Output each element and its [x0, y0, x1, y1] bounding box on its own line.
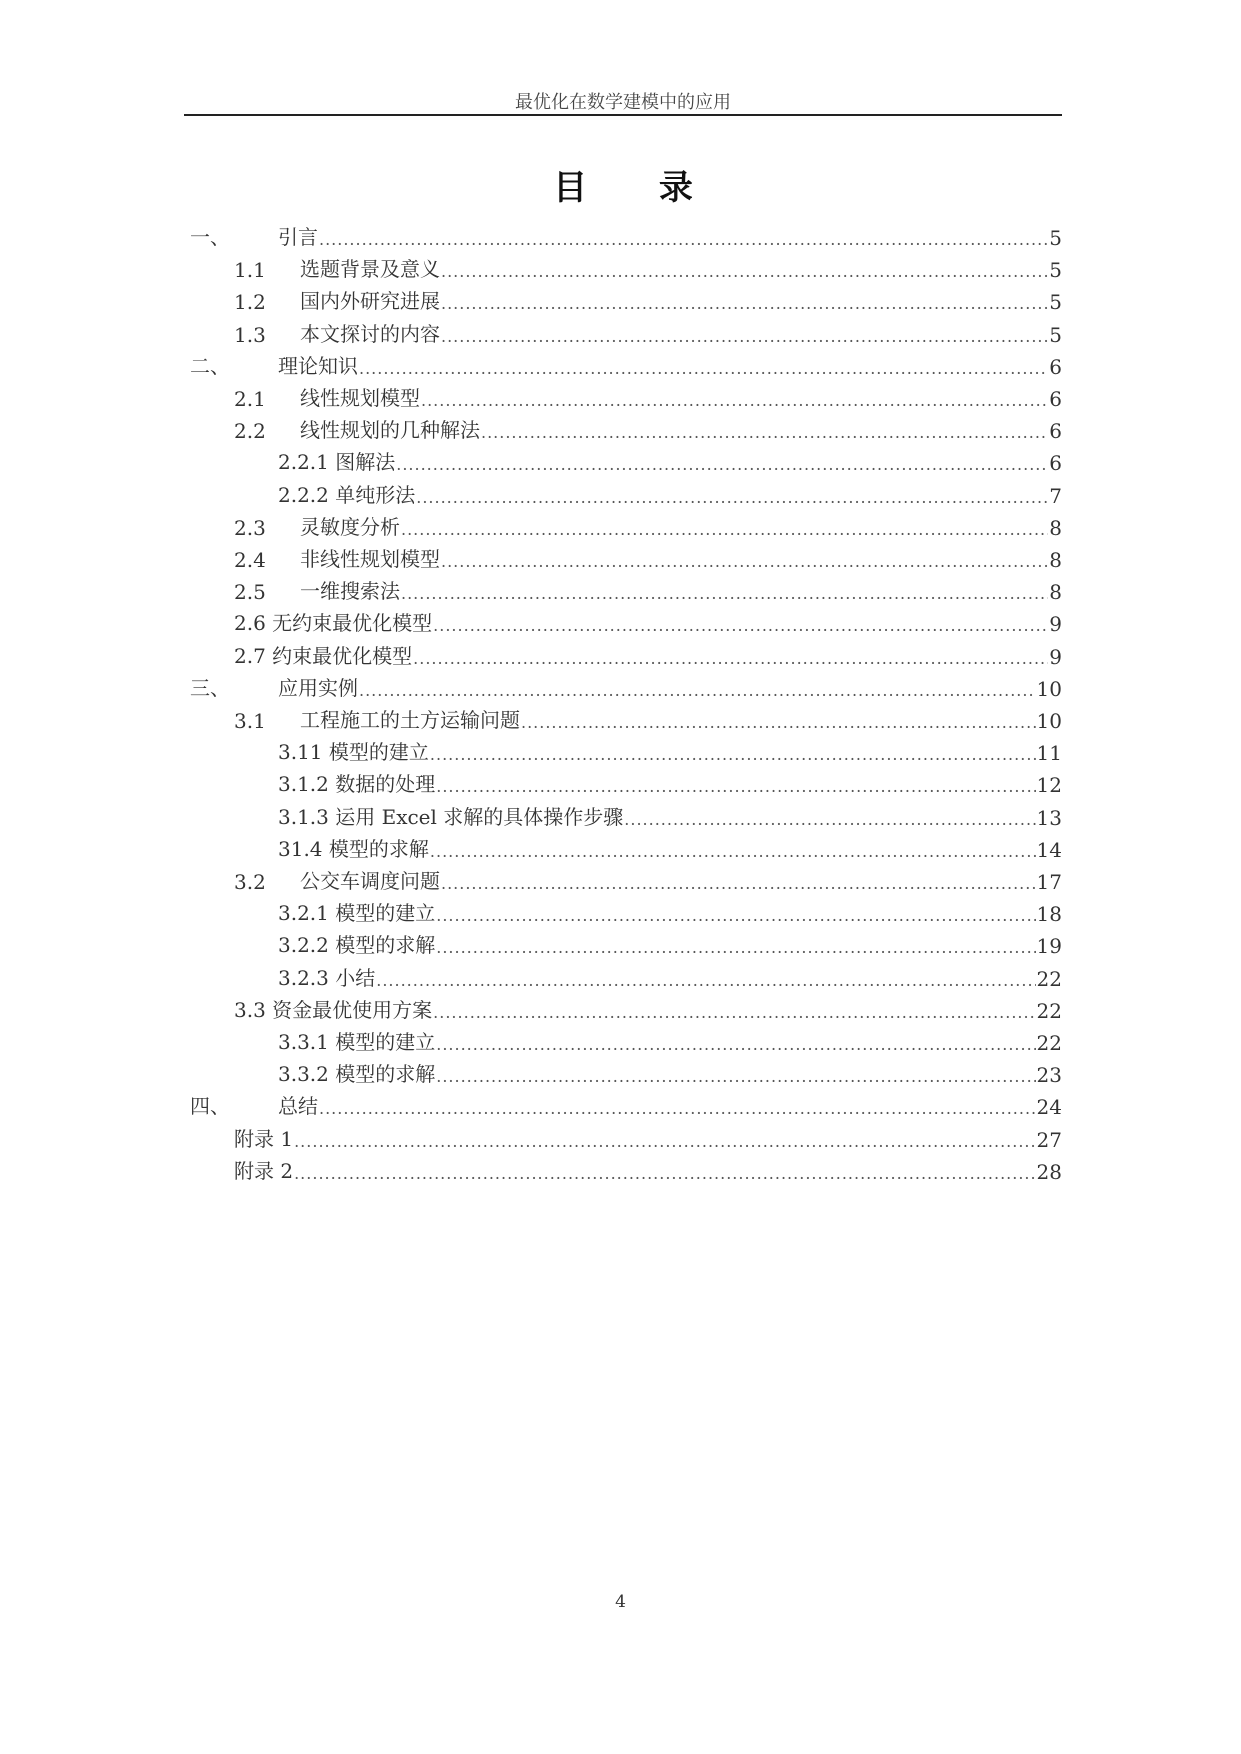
toc-entry-number: 3.2: [234, 870, 266, 894]
toc-entry[interactable]: [234, 379, 1062, 411]
toc-entry-label: 3.3 资金最优使用方案: [234, 997, 433, 1022]
toc-dot-leader: [436, 938, 1035, 958]
toc-entry-number: 2.1: [234, 387, 266, 411]
toc-dot-leader: [433, 1003, 1035, 1023]
toc-entry[interactable]: [234, 508, 1062, 540]
running-header: 最优化在数学建模中的应用: [515, 92, 731, 113]
toc-entry-label: 2.2.2 单纯形法: [278, 482, 416, 507]
toc-entry[interactable]: [278, 443, 1062, 475]
toc-dot-leader: [359, 359, 1048, 379]
toc-entry-number: 1.2: [234, 290, 266, 315]
toc-entry[interactable]: [234, 540, 1062, 572]
toc-entry[interactable]: [234, 862, 1062, 894]
toc-entry[interactable]: [278, 733, 1062, 765]
toc-dot-leader: [294, 1132, 1035, 1152]
toc-dot-leader: [430, 745, 1036, 765]
toc-entry-label: 2.6 无约束最优化模型: [234, 611, 433, 636]
toc-entry-number: 1.1: [234, 258, 266, 283]
toc-dot-leader: [376, 971, 1035, 991]
toc-entry-label: 附录 1: [234, 1126, 294, 1151]
page-number: 4: [615, 1592, 626, 1612]
toc-dot-leader: [441, 552, 1048, 572]
toc-dot-leader: [319, 230, 1048, 250]
toc-entry[interactable]: [190, 218, 1062, 250]
toc-entry-page: 6: [1049, 354, 1062, 379]
toc-dot-leader: [396, 455, 1048, 475]
toc-entry[interactable]: [190, 669, 1062, 701]
toc-entry-number: 四、: [190, 1094, 230, 1119]
toc-entry[interactable]: [190, 347, 1062, 379]
toc-dot-leader: [624, 810, 1035, 830]
toc-entry[interactable]: [278, 959, 1062, 991]
toc-entry-page: 12: [1036, 773, 1062, 798]
toc-entry-label: 本文探讨的内容: [300, 321, 440, 346]
toc-dot-leader: [416, 488, 1048, 508]
toc-entry-label: 线性规划的几种解法: [300, 418, 480, 443]
toc-entry-label: 选题背景及意义: [300, 257, 440, 282]
toc-entry-page: 5: [1049, 226, 1062, 250]
toc-entry-label: 3.2.3 小结: [278, 965, 376, 990]
toc-dot-leader: [441, 327, 1048, 347]
toc-entry[interactable]: [278, 894, 1062, 926]
toc-dot-leader: [441, 874, 1036, 894]
toc-entry[interactable]: [278, 798, 1062, 830]
toc-dot-leader: [481, 423, 1048, 443]
toc-entry-number: 2.3: [234, 515, 266, 540]
toc-entry-label: 工程施工的土方运输问题: [300, 708, 520, 732]
toc-dot-leader: [294, 1164, 1035, 1184]
toc-entry[interactable]: [234, 637, 1062, 669]
toc-entry[interactable]: [278, 476, 1062, 508]
toc-entry[interactable]: [234, 701, 1062, 733]
toc-entry-page: 9: [1049, 644, 1062, 669]
toc-entry-label: 31.4 模型的求解: [278, 836, 429, 861]
toc-entry-label: 3.3.2 模型的求解: [278, 1062, 436, 1087]
toc-entry[interactable]: [278, 1055, 1062, 1087]
toc-entry-page: 22: [1036, 1031, 1062, 1055]
toc-entry-label: 总结: [278, 1094, 318, 1119]
toc-entry-label: 公交车调度问题: [300, 869, 440, 893]
toc-entry-page: 10: [1036, 709, 1062, 733]
toc-entry[interactable]: [234, 250, 1062, 282]
toc-entry[interactable]: [190, 1087, 1062, 1119]
toc-entry[interactable]: [278, 926, 1062, 958]
toc-entry-page: 19: [1036, 934, 1062, 959]
toc-entry-label: 3.2.2 模型的求解: [278, 933, 436, 958]
toc-entry-page: 8: [1049, 548, 1062, 572]
toc-entry[interactable]: [278, 1023, 1062, 1055]
toc-dot-leader: [319, 1099, 1036, 1119]
toc-entry-label: 附录 2: [234, 1158, 294, 1183]
toc-dot-leader: [436, 906, 1035, 926]
toc-entry[interactable]: [234, 1120, 1062, 1152]
toc-entry-page: 27: [1036, 1127, 1062, 1152]
toc-entry-page: 18: [1036, 902, 1062, 927]
toc-dot-leader: [359, 681, 1036, 701]
toc-entry-number: 2.2: [234, 419, 266, 444]
toc-entry-label: 理论知识: [278, 353, 358, 378]
toc-entry[interactable]: [234, 1152, 1062, 1184]
toc-entry-label: 应用实例: [278, 675, 358, 700]
toc-entry[interactable]: [234, 315, 1062, 347]
toc-entry-page: 6: [1049, 451, 1062, 476]
toc-entry-label: 2.2.1 图解法: [278, 450, 396, 475]
toc-entry-number: 一、: [190, 225, 230, 249]
toc-dot-leader: [401, 584, 1048, 604]
toc-entry-page: 7: [1049, 483, 1062, 508]
toc-entry-label: 2.7 约束最优化模型: [234, 643, 413, 668]
toc-dot-leader: [436, 1035, 1035, 1055]
toc-title: 目 录: [553, 168, 723, 208]
toc-entry-label: 3.3.1 模型的建立: [278, 1030, 436, 1054]
toc-dot-leader: [436, 1067, 1035, 1087]
toc-entry-label: 非线性规划模型: [300, 547, 440, 571]
toc-entry-page: 28: [1036, 1159, 1062, 1184]
toc-entry[interactable]: [234, 604, 1062, 636]
toc-entry-number: 二、: [190, 353, 230, 378]
header-rule: [184, 114, 1062, 116]
toc-entry-page: 22: [1036, 998, 1062, 1023]
toc-entry[interactable]: [234, 282, 1062, 314]
toc-entry-number: 1.3: [234, 322, 266, 347]
toc-entry-label: 3.1.2 数据的处理: [278, 772, 436, 797]
toc-entry-label: 灵敏度分析: [300, 514, 400, 539]
toc-entry-page: 24: [1036, 1095, 1062, 1120]
toc-dot-leader: [433, 616, 1048, 636]
toc-dot-leader: [521, 713, 1036, 733]
toc-entry-page: 6: [1049, 387, 1062, 411]
toc-entry[interactable]: [278, 765, 1062, 797]
toc-dot-leader: [441, 262, 1048, 282]
toc-entry[interactable]: [278, 830, 1062, 862]
toc-entry-number: 2.4: [234, 548, 266, 572]
toc-entry[interactable]: [234, 572, 1062, 604]
toc-dot-leader: [441, 294, 1048, 314]
toc-entry-page: 17: [1036, 870, 1062, 894]
toc-entry-label: 3.1.3 运用 Excel 求解的具体操作步骤: [278, 804, 624, 829]
toc-entry-label: 3.2.1 模型的建立: [278, 901, 436, 926]
toc-entry-number: 三、: [190, 675, 230, 700]
toc-entry-page: 9: [1049, 612, 1062, 637]
toc-entry-page: 8: [1049, 515, 1062, 540]
toc-entry-page: 5: [1049, 322, 1062, 347]
toc-entry-page: 14: [1036, 837, 1062, 862]
toc-dot-leader: [421, 391, 1048, 411]
toc-entry-label: 国内外研究进展: [300, 289, 440, 314]
toc-entry-page: 5: [1049, 258, 1062, 283]
toc-dot-leader: [436, 777, 1035, 797]
toc-entry-label: 线性规划模型: [300, 386, 420, 410]
toc-entry-page: 8: [1049, 580, 1062, 605]
toc-entry-page: 22: [1036, 966, 1062, 991]
toc-entry-page: 13: [1036, 805, 1062, 830]
toc-dot-leader: [401, 520, 1048, 540]
toc-dot-leader: [430, 842, 1036, 862]
toc-entry-number: 2.5: [234, 580, 266, 605]
toc-entry-page: 6: [1049, 419, 1062, 444]
toc-entry-page: 11: [1036, 741, 1062, 766]
toc-entry-number: 3.1: [234, 709, 266, 733]
toc-entry[interactable]: [234, 991, 1062, 1023]
toc-entry-label: 3.11 模型的建立: [278, 740, 429, 765]
toc-entry-page: 23: [1036, 1063, 1062, 1088]
toc-entry-page: 10: [1036, 676, 1062, 701]
toc-dot-leader: [413, 649, 1048, 669]
toc-entry-label: 一维搜索法: [300, 579, 400, 604]
toc-entry-page: 5: [1049, 290, 1062, 315]
toc-entry[interactable]: [234, 411, 1062, 443]
toc-entry-label: 引言: [278, 225, 318, 249]
